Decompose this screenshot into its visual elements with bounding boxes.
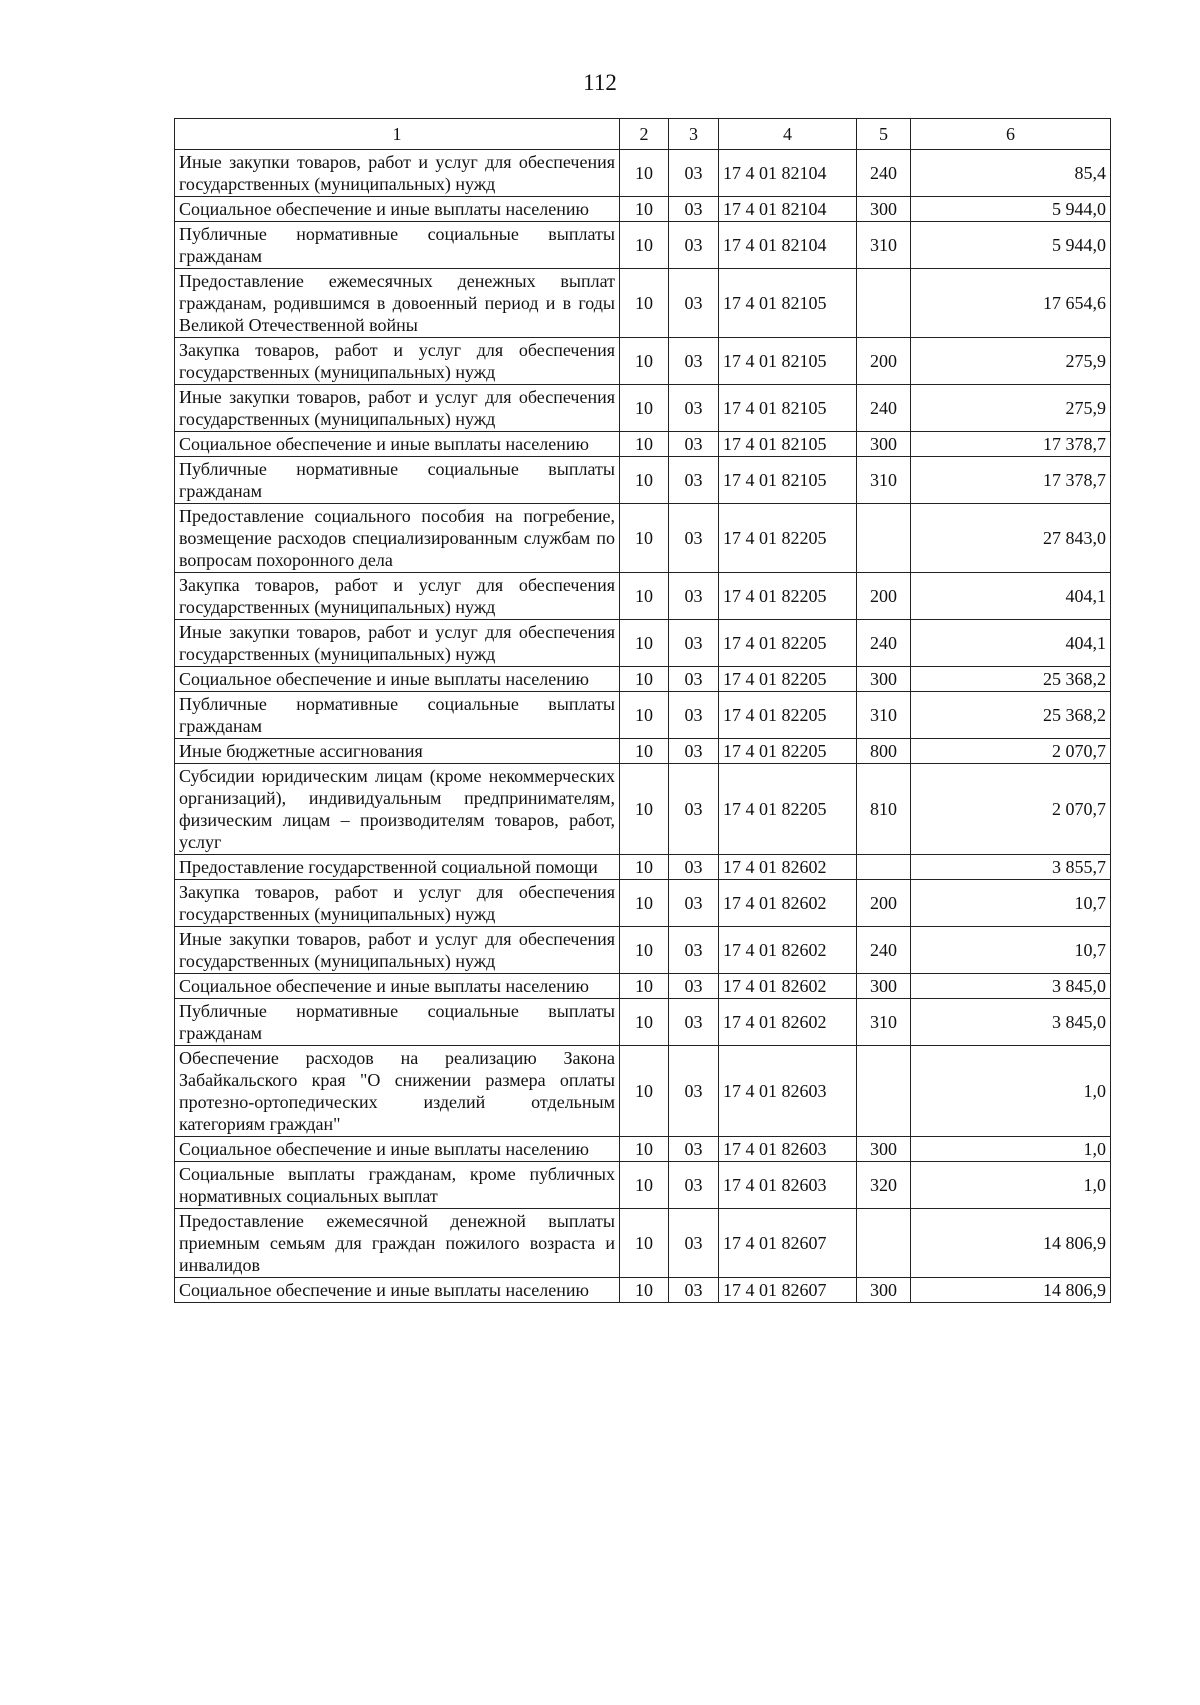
amount-cell: 27 843,0 [911, 504, 1111, 573]
column-header: 6 [911, 119, 1111, 150]
section-cell: 10 [620, 999, 669, 1046]
subsection-cell: 03 [669, 385, 719, 432]
amount-cell: 10,7 [911, 927, 1111, 974]
section-cell: 10 [620, 573, 669, 620]
expense-type-cell: 300 [857, 432, 911, 457]
target-article-cell: 17 4 01 82607 [719, 1278, 857, 1303]
expense-type-cell: 300 [857, 197, 911, 222]
subsection-cell: 03 [669, 692, 719, 739]
amount-cell: 3 845,0 [911, 999, 1111, 1046]
section-cell: 10 [620, 1278, 669, 1303]
subsection-cell: 03 [669, 1209, 719, 1278]
section-cell: 10 [620, 880, 669, 927]
expense-name-cell: Иные закупки товаров, работ и услуг для обеспечения государственных (муниципальных) нужд [175, 927, 620, 974]
section-cell: 10 [620, 432, 669, 457]
expense-name-cell: Иные закупки товаров, работ и услуг для обеспечения государственных (муниципальных) нужд [175, 620, 620, 667]
subsection-cell: 03 [669, 1046, 719, 1137]
header-row [175, 119, 1111, 150]
table-row [175, 927, 1111, 974]
section-cell: 10 [620, 504, 669, 573]
expense-name-cell: Иные закупки товаров, работ и услуг для обеспечения государственных (муниципальных) нужд [175, 150, 620, 197]
table-row [175, 620, 1111, 667]
table-row [175, 1209, 1111, 1278]
table-row [175, 1278, 1111, 1303]
target-article-cell: 17 4 01 82104 [719, 197, 857, 222]
section-cell: 10 [620, 667, 669, 692]
section-cell: 10 [620, 385, 669, 432]
target-article-cell: 17 4 01 82105 [719, 269, 857, 338]
column-header: 4 [719, 119, 857, 150]
subsection-cell: 03 [669, 739, 719, 764]
target-article-cell: 17 4 01 82104 [719, 222, 857, 269]
amount-cell: 25 368,2 [911, 667, 1111, 692]
expense-name-cell: Обеспечение расходов на реализацию Закона Забайкальского края "О снижении размера оплаты протезно-ортопедических изделий отдельным категориям граждан" [175, 1046, 620, 1137]
expense-type-cell: 310 [857, 222, 911, 269]
expense-name-cell: Иные закупки товаров, работ и услуг для обеспечения государственных (муниципальных) нужд [175, 385, 620, 432]
subsection-cell: 03 [669, 999, 719, 1046]
amount-cell: 275,9 [911, 385, 1111, 432]
subsection-cell: 03 [669, 974, 719, 999]
expense-name-cell: Социальное обеспечение и иные выплаты населению [175, 667, 620, 692]
target-article-cell: 17 4 01 82205 [719, 620, 857, 667]
column-header: 2 [620, 119, 669, 150]
expense-type-cell: 200 [857, 338, 911, 385]
section-cell: 10 [620, 1209, 669, 1278]
expense-name-cell: Социальные выплаты гражданам, кроме публичных нормативных социальных выплат [175, 1162, 620, 1209]
section-cell: 10 [620, 1046, 669, 1137]
expense-name-cell: Предоставление социального пособия на погребение, возмещение расходов специализированным службам по вопросам похоронного дела [175, 504, 620, 573]
target-article-cell: 17 4 01 82104 [719, 150, 857, 197]
target-article-cell: 17 4 01 82205 [719, 504, 857, 573]
page-number: 112 [583, 70, 617, 95]
target-article-cell: 17 4 01 82205 [719, 692, 857, 739]
expense-type-cell: 310 [857, 692, 911, 739]
expense-type-cell: 310 [857, 999, 911, 1046]
expense-type-cell: 300 [857, 1137, 911, 1162]
expense-type-cell [857, 504, 911, 573]
subsection-cell: 03 [669, 573, 719, 620]
section-cell: 10 [620, 764, 669, 855]
target-article-cell: 17 4 01 82603 [719, 1046, 857, 1137]
target-article-cell: 17 4 01 82105 [719, 457, 857, 504]
subsection-cell: 03 [669, 620, 719, 667]
section-cell: 10 [620, 269, 669, 338]
amount-cell: 404,1 [911, 620, 1111, 667]
expense-name-cell: Публичные нормативные социальные выплаты гражданам [175, 692, 620, 739]
amount-cell: 5 944,0 [911, 222, 1111, 269]
expense-type-cell [857, 1046, 911, 1137]
amount-cell: 404,1 [911, 573, 1111, 620]
expense-type-cell: 800 [857, 739, 911, 764]
expense-type-cell: 810 [857, 764, 911, 855]
amount-cell: 17 378,7 [911, 432, 1111, 457]
subsection-cell: 03 [669, 269, 719, 338]
target-article-cell: 17 4 01 82602 [719, 974, 857, 999]
amount-cell: 275,9 [911, 338, 1111, 385]
amount-cell: 17 378,7 [911, 457, 1111, 504]
target-article-cell: 17 4 01 82602 [719, 999, 857, 1046]
section-cell: 10 [620, 457, 669, 504]
target-article-cell: 17 4 01 82607 [719, 1209, 857, 1278]
section-cell: 10 [620, 927, 669, 974]
expense-type-cell: 300 [857, 667, 911, 692]
subsection-cell: 03 [669, 880, 719, 927]
column-header: 1 [175, 119, 620, 150]
section-cell: 10 [620, 150, 669, 197]
target-article-cell: 17 4 01 82603 [719, 1137, 857, 1162]
expense-name-cell: Предоставление ежемесячных денежных выплат гражданам, родившимся в довоенный период и в годы Великой Отечественной войны [175, 269, 620, 338]
expense-name-cell: Иные бюджетные ассигнования [175, 739, 620, 764]
subsection-cell: 03 [669, 927, 719, 974]
section-cell: 10 [620, 197, 669, 222]
section-cell: 10 [620, 692, 669, 739]
amount-cell: 25 368,2 [911, 692, 1111, 739]
table-row [175, 999, 1111, 1046]
target-article-cell: 17 4 01 82602 [719, 880, 857, 927]
expense-type-cell [857, 1209, 911, 1278]
expense-type-cell: 300 [857, 1278, 911, 1303]
table-row [175, 692, 1111, 739]
target-article-cell: 17 4 01 82603 [719, 1162, 857, 1209]
amount-cell: 85,4 [911, 150, 1111, 197]
expense-name-cell: Закупка товаров, работ и услуг для обеспечения государственных (муниципальных) нужд [175, 338, 620, 385]
section-cell: 10 [620, 338, 669, 385]
subsection-cell: 03 [669, 1137, 719, 1162]
table-row [175, 269, 1111, 338]
expense-type-cell: 240 [857, 927, 911, 974]
expense-type-cell: 320 [857, 1162, 911, 1209]
table-row [175, 385, 1111, 432]
table-row [175, 1046, 1111, 1137]
subsection-cell: 03 [669, 150, 719, 197]
amount-cell: 2 070,7 [911, 764, 1111, 855]
subsection-cell: 03 [669, 504, 719, 573]
table-row [175, 1162, 1111, 1209]
expense-name-cell: Социальное обеспечение и иные выплаты населению [175, 1137, 620, 1162]
subsection-cell: 03 [669, 1162, 719, 1209]
table-row [175, 150, 1111, 197]
table-row [175, 573, 1111, 620]
expense-type-cell: 300 [857, 974, 911, 999]
target-article-cell: 17 4 01 82205 [719, 739, 857, 764]
expense-name-cell: Субсидии юридическим лицам (кроме некоммерческих организаций), индивидуальным предпринимателям, физическим лицам – производителям товаров, работ, услуг [175, 764, 620, 855]
expense-name-cell: Предоставление ежемесячной денежной выплаты приемным семьям для граждан пожилого возраста и инвалидов [175, 1209, 620, 1278]
amount-cell: 5 944,0 [911, 197, 1111, 222]
expense-type-cell: 240 [857, 385, 911, 432]
table-row [175, 504, 1111, 573]
amount-cell: 14 806,9 [911, 1278, 1111, 1303]
expense-type-cell: 240 [857, 150, 911, 197]
subsection-cell: 03 [669, 764, 719, 855]
amount-cell: 1,0 [911, 1046, 1111, 1137]
target-article-cell: 17 4 01 82602 [719, 927, 857, 974]
amount-cell: 14 806,9 [911, 1209, 1111, 1278]
amount-cell: 1,0 [911, 1137, 1111, 1162]
amount-cell: 3 855,7 [911, 855, 1111, 880]
expense-type-cell: 200 [857, 880, 911, 927]
subsection-cell: 03 [669, 457, 719, 504]
target-article-cell: 17 4 01 82602 [719, 855, 857, 880]
section-cell: 10 [620, 620, 669, 667]
expense-name-cell: Закупка товаров, работ и услуг для обеспечения государственных (муниципальных) нужд [175, 573, 620, 620]
column-header: 5 [857, 119, 911, 150]
target-article-cell: 17 4 01 82205 [719, 667, 857, 692]
section-cell: 10 [620, 222, 669, 269]
table-row [175, 855, 1111, 880]
expense-type-cell: 200 [857, 573, 911, 620]
target-article-cell: 17 4 01 82105 [719, 432, 857, 457]
table-row [175, 457, 1111, 504]
subsection-cell: 03 [669, 338, 719, 385]
subsection-cell: 03 [669, 197, 719, 222]
table-row [175, 432, 1111, 457]
expense-name-cell: Публичные нормативные социальные выплаты гражданам [175, 222, 620, 269]
expense-type-cell: 240 [857, 620, 911, 667]
expense-type-cell: 310 [857, 457, 911, 504]
table-row [175, 739, 1111, 764]
section-cell: 10 [620, 855, 669, 880]
subsection-cell: 03 [669, 855, 719, 880]
expense-name-cell: Публичные нормативные социальные выплаты гражданам [175, 999, 620, 1046]
subsection-cell: 03 [669, 222, 719, 269]
target-article-cell: 17 4 01 82205 [719, 573, 857, 620]
expense-type-cell [857, 269, 911, 338]
expense-type-cell [857, 855, 911, 880]
table-row [175, 222, 1111, 269]
section-cell: 10 [620, 974, 669, 999]
target-article-cell: 17 4 01 82205 [719, 764, 857, 855]
table-row [175, 1137, 1111, 1162]
table-row [175, 667, 1111, 692]
expense-name-cell: Закупка товаров, работ и услуг для обеспечения государственных (муниципальных) нужд [175, 880, 620, 927]
subsection-cell: 03 [669, 1278, 719, 1303]
section-cell: 10 [620, 1137, 669, 1162]
section-cell: 10 [620, 1162, 669, 1209]
expense-name-cell: Социальное обеспечение и иные выплаты населению [175, 1278, 620, 1303]
expense-name-cell: Социальное обеспечение и иные выплаты населению [175, 197, 620, 222]
expense-name-cell: Публичные нормативные социальные выплаты гражданам [175, 457, 620, 504]
amount-cell: 3 845,0 [911, 974, 1111, 999]
subsection-cell: 03 [669, 667, 719, 692]
budget-table [174, 118, 1111, 1303]
subsection-cell: 03 [669, 432, 719, 457]
section-cell: 10 [620, 739, 669, 764]
column-header: 3 [669, 119, 719, 150]
amount-cell: 17 654,6 [911, 269, 1111, 338]
target-article-cell: 17 4 01 82105 [719, 338, 857, 385]
amount-cell: 2 070,7 [911, 739, 1111, 764]
table-row [175, 880, 1111, 927]
amount-cell: 10,7 [911, 880, 1111, 927]
table-row [175, 197, 1111, 222]
table-row [175, 338, 1111, 385]
expense-name-cell: Социальное обеспечение и иные выплаты населению [175, 974, 620, 999]
table-row [175, 764, 1111, 855]
expense-name-cell: Социальное обеспечение и иные выплаты населению [175, 432, 620, 457]
table-body [175, 119, 1111, 1303]
amount-cell: 1,0 [911, 1162, 1111, 1209]
table-row [175, 974, 1111, 999]
expense-name-cell: Предоставление государственной социальной помощи [175, 855, 620, 880]
target-article-cell: 17 4 01 82105 [719, 385, 857, 432]
